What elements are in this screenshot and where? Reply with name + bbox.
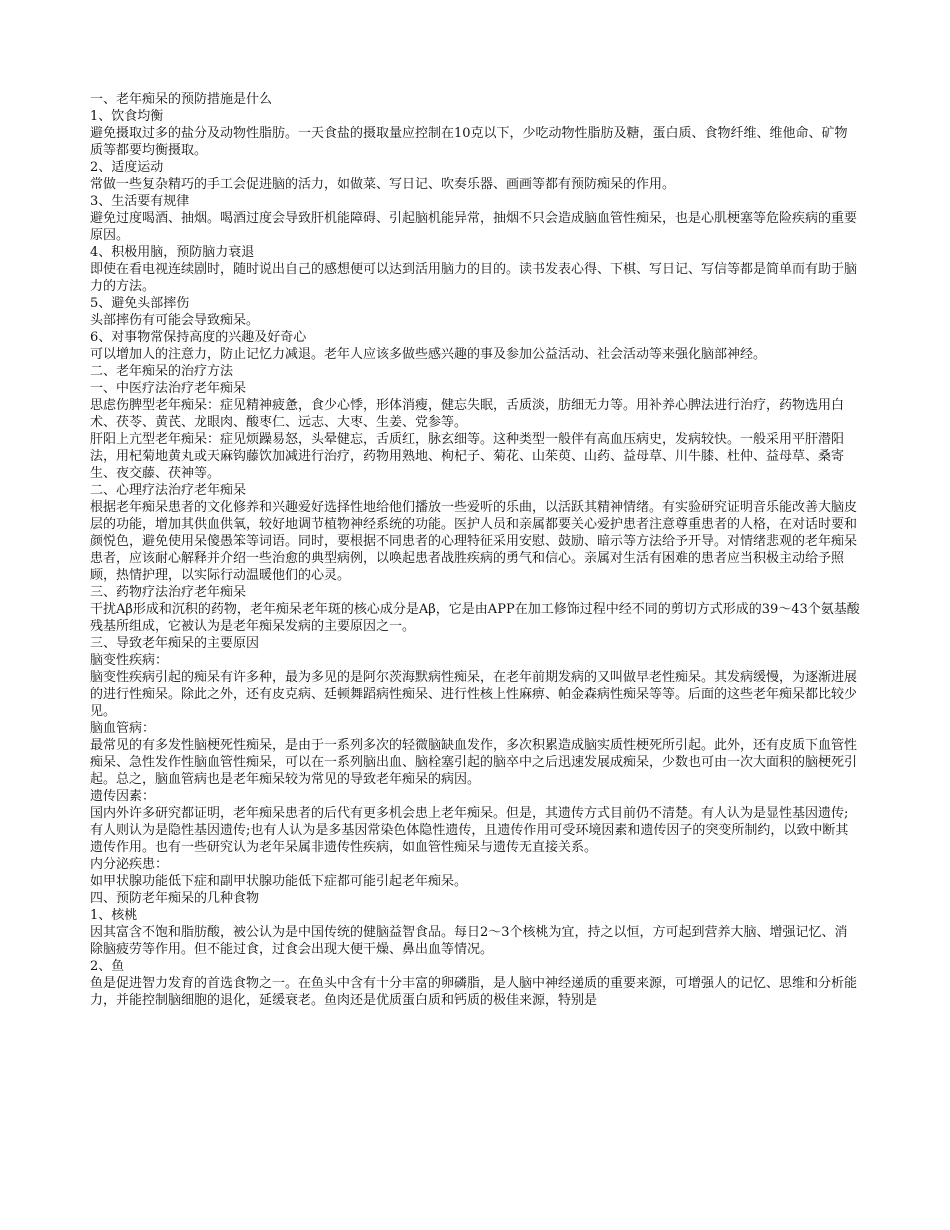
subheading-tcm-therapy: 一、中医疗法治疗老年痴呆 [90, 381, 247, 396]
paragraph: 脑变性疾病引起的痴呆有许多种，最为多见的是阿尔茨海默病性痴呆，在老年前期发病的又叫做早老性痴呆。其发病缓慢，为逐渐进展的进行性痴呆。除此之外，还有皮克病、廷顿舞蹈病性痴呆、进行性核上性麻痹、帕金森病性痴呆等等。后面的这些老年痴呆都比较少见。 [90, 670, 858, 719]
paragraph: 干扰Aβ形成和沉积的药物，老年痴呆老年斑的核心成分是Aβ，它是由APP在加工修饰过程中经不同的剪切方式形成的39～43个氨基酸残基所组成，它被认为是老年痴呆发病的主要原因之一。 [90, 602, 860, 634]
paragraph: 避免摄取过多的盐分及动物性脂肪。一天食盐的摄取量应控制在10克以下，少吃动物性脂肪及糖，蛋白质、食物纤维、维他命、矿物质等都要均衡摄取。 [90, 126, 848, 158]
subheading-walnut: 1、核桃 [90, 908, 138, 923]
subheading-drug-therapy: 三、药物疗法治疗老年痴呆 [90, 585, 247, 600]
paragraph: 头部摔伤有可能会导致痴呆。 [90, 313, 260, 328]
paragraph: 思虑伤脾型老年痴呆：症见精神疲惫，食少心悸，形体消瘦，健忘失眠，舌质淡，肪细无力等。用补养心脾法进行治疗，药物选用白术、茯苓、黄芪、龙眼肉、酸枣仁、远志、大枣、生姜、党参等。 [90, 398, 845, 430]
paragraph: 鱼是促进智力发育的首选食物之一。在鱼头中含有十分丰富的卵磷脂，是人脑中神经递质的重要来源，可增强人的记忆、思维和分析能力，并能控制脑细胞的退化，延缓衰老。鱼肉还是优质蛋白质和钙质的极佳来源，特别是 [90, 976, 858, 1008]
subheading-balanced-diet: 1、饮食均衡 [90, 109, 164, 124]
paragraph: 常做一些复杂精巧的手工会促进脑的活力，如做菜、写日记、吹奏乐器、画画等都有预防痴呆的作用。 [90, 177, 676, 192]
paragraph: 国内外许多研究都证明，老年痴呆患者的后代有更多机会患上老年痴呆。但是，其遗传方式目前仍不清楚。有人认为是显性基因遗传;有人则认为是隐性基因遗传;也有人认为是多基因常染色体隐性遗传，且遗传作用可受环境因素和遗传因子的突变所制约，以致中断其遗传作用。也有一些研究认为老年呆属非遗传性疾病，如血管性痴呆与遗传无直接关系。 [90, 806, 849, 855]
document-body [90, 91, 860, 1009]
subheading-regular-life: 3、生活要有规律 [90, 194, 190, 209]
subheading-moderate-exercise: 2、适度运动 [90, 160, 164, 175]
subheading-fish: 2、鱼 [90, 959, 125, 974]
paragraph: 最常见的有多发性脑梗死性痴呆，是由于一系列多次的轻微脑缺血发作，多次积累造成脑实质性梗死所引起。此外，还有皮质下血管性痴呆、急性发作性脑血管性痴呆，可以在一系列脑出血、脑栓塞引起的脑卒中之后迅速发展成痴呆，少数也可由一次大面积的脑梗死引起。总之，脑血管病也是老年痴呆较为常见的导致老年痴呆的病因。 [90, 738, 858, 787]
paragraph: 肝阳上亢型老年痴呆：症见烦躁易怒，头晕健忘，舌质红，脉玄细等。这种类型一般伴有高血压病史，发病较快。一般采用平肝潜阳法，用杞菊地黄丸或天麻钩藤饮加减进行治疗，药物用熟地、枸杞子、菊花、山茱萸、山药、益母草、川牛膝、杜仲、益母草、桑寄生、夜交藤、茯神等。 [90, 432, 845, 481]
paragraph: 如甲状腺功能低下症和副甲状腺功能低下症都可能引起老年痴呆。 [90, 874, 468, 889]
subheading-degenerative: 脑变性疾病： [90, 653, 169, 668]
subheading-cerebrovascular: 脑血管病： [90, 721, 156, 736]
paragraph: 因其富含不饱和脂肪酸，被公认为是中国传统的健脑益智食品。每日2～3个核桃为宜，持之以恒，方可起到营养大脑、增强记忆、消除脑疲劳等作用。但不能过食，过食会出现大便干燥、鼻出血等情况。 [90, 925, 848, 957]
subheading-use-brain: 4、积极用脑，预防脑力衰退 [90, 245, 255, 260]
subheading-psychotherapy: 二、心理疗法治疗老年痴呆 [90, 483, 247, 498]
section-heading-foods: 四、预防老年痴呆的几种食物 [90, 891, 260, 906]
subheading-endocrine: 内分泌疾患： [90, 857, 169, 872]
subheading-curiosity: 6、对事物常保持高度的兴趣及好奇心 [90, 330, 307, 345]
section-heading-causes: 三、导致老年痴呆的主要原因 [90, 636, 260, 651]
paragraph: 可以增加人的注意力，防止记忆力减退。老年人应该多做些感兴趣的事及参加公益活动、社会活动等来强化脑部神经。 [90, 347, 767, 362]
paragraph: 避免过度喝酒、抽烟。喝酒过度会导致肝机能障碍、引起脑机能异常，抽烟不只会造成脑血管性痴呆，也是心肌梗塞等危险疾病的重要原因。 [90, 211, 858, 243]
section-heading-treatment: 二、老年痴呆的治疗方法 [90, 364, 234, 379]
subheading-avoid-head-injury: 5、避免头部摔伤 [90, 296, 190, 311]
paragraph: 根据老年痴呆患者的文化修养和兴趣爱好选择性地给他们播放一些爱听的乐曲，以活跃其精神情绪。有实验研究证明音乐能改善大脑皮层的功能，增加其供血供氧，较好地调节植物神经系统的功能。医护人员和亲属都要关心爱护患者注意尊重患者的人格，在对话时要和颜悦色，避免使用呆傻愚笨等词语。同时，要根据不同患者的心理特征采用安慰、鼓励、暗示等方法给予开导。对情绪悲观的老年痴呆患者，应该耐心解释并介绍一些治愈的典型病例，以唤起患者战胜疾病的勇气和信心。亲属对生活有困难的患者应当积极主动给予照顾，热情护理，以实际行动温暖他们的心灵。 [90, 500, 858, 583]
subheading-genetic: 遗传因素： [90, 789, 156, 804]
section-heading-prevention: 一、老年痴呆的预防措施是什么 [90, 92, 273, 107]
paragraph: 即使在看电视连续剧时，随时说出自己的感想便可以达到活用脑力的目的。读书发表心得、下棋、写日记、写信等都是简单而有助于脑力的方法。 [90, 262, 858, 294]
